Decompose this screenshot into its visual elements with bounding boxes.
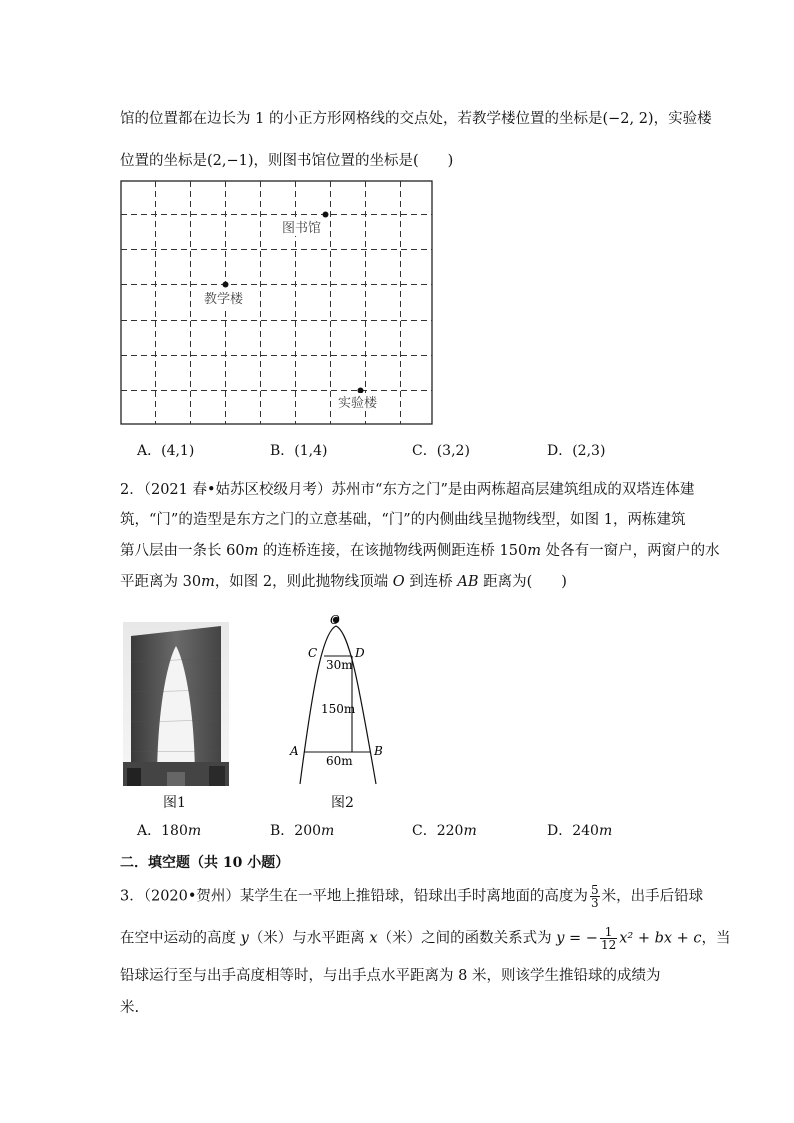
label-d: D bbox=[355, 646, 365, 660]
q1-text-line-1: 馆的位置都在边长为 1 的小正方形网格线的交点处，若教学楼位置的坐标是(−2, 2)，实验楼 bbox=[120, 111, 712, 127]
q1-option-a: A．(4,1) bbox=[137, 443, 195, 459]
label-b: B bbox=[374, 744, 383, 758]
q2-option-d: D．240m bbox=[547, 823, 613, 839]
section-heading-fill-in: 二．填空题（共 10 小题） bbox=[120, 855, 290, 871]
fraction-5-3: $\frac{5}{3}$ bbox=[590, 883, 599, 910]
lab-building-label: 实验楼 bbox=[338, 396, 378, 411]
parabola-diagram bbox=[288, 612, 390, 790]
q2-text-line-3: 第八层由一条长 60m 的连桥连接，在该抛物线两侧距连桥 150m 处各有一窗户，两窗户的水 bbox=[120, 543, 720, 559]
fraction-1-12: $\frac{1}{12}$ bbox=[600, 925, 617, 952]
q3-text-line-4: 米. bbox=[120, 1000, 140, 1016]
q1-text-line-2: 位置的坐标是(2,−1)，则图书馆位置的坐标是( ) bbox=[120, 153, 454, 169]
q2-options bbox=[137, 820, 697, 840]
lab-building-point bbox=[358, 388, 364, 394]
q2-text-line-2: 筑，“门”的造型是东方之门的立意基础，“门”的内侧曲线呈抛物线型，如图 1，两栋建筑 bbox=[120, 512, 686, 528]
label-150m: 150m bbox=[321, 702, 356, 716]
library-label: 图书馆 bbox=[282, 221, 322, 236]
label-30m: 30m bbox=[326, 658, 353, 672]
q3-text-line-3: 铅球运行至与出手高度相等时，与出手点水平距离为 8 米，则该学生推铅球的成绩为 bbox=[120, 968, 661, 984]
label-60m: 60m bbox=[326, 754, 353, 768]
label-c: C bbox=[308, 646, 318, 660]
q1-option-c: C．(3,2) bbox=[412, 443, 470, 459]
q2-option-a: A．180m bbox=[137, 823, 202, 839]
gate-of-orient-photo bbox=[123, 622, 229, 786]
teaching-building-label: 教学楼 bbox=[204, 292, 244, 307]
q1-option-d: D．(2,3) bbox=[547, 443, 606, 459]
q2-text-line-1: 2．（2021 春•姑苏区校级月考）苏州市“东方之门”是由两栋超高层建筑组成的双塔连体建 bbox=[120, 482, 695, 498]
library-point bbox=[323, 212, 329, 218]
q2-option-c: C．220m bbox=[412, 823, 477, 839]
q1-options bbox=[137, 440, 697, 460]
q1-option-b: B．(1,4) bbox=[270, 443, 328, 459]
figure-1-caption: 图1 bbox=[163, 795, 186, 811]
label-o: O bbox=[330, 613, 340, 627]
teaching-building-point bbox=[223, 282, 229, 288]
label-a: A bbox=[290, 744, 299, 758]
figure-2-caption: 图2 bbox=[331, 795, 354, 811]
q2-option-b: B．200m bbox=[270, 823, 335, 839]
q2-text-line-4: 平距离为 30m，如图 2，则此抛物线顶端 O 到连桥 AB 距离为( ) bbox=[120, 574, 567, 590]
q3-text-line-1: 3．（2020•贺州）某学生在一平地上推铅球，铅球出手时离地面的高度为 $\frac{5}{3}$ 米，出手后铅球 bbox=[120, 883, 704, 910]
q3-text-line-2: 在空中运动的高度 y（米）与水平距离 x（米）之间的函数关系式为 y = − $\frac{1}{12}$ x² + bx + c，当 bbox=[120, 925, 731, 952]
coordinate-grid-figure bbox=[120, 180, 434, 426]
